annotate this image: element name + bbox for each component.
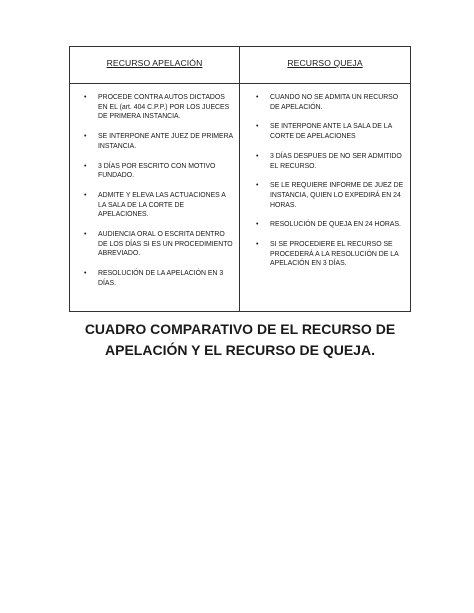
apelacion-list <box>70 93 239 299</box>
list-item <box>240 181 410 210</box>
list-item <box>240 152 410 171</box>
queja-list <box>240 93 410 279</box>
column-title-apelacion: RECURSO APELACIÓN <box>106 58 203 68</box>
list-item-text: AUDIENCIA ORAL O ESCRITA DENTRO DE LOS DÍAS SI ES UN PROCEDIMIENTO ABREVIADO. <box>98 231 233 258</box>
caption-line-2: APELACIÓN Y EL RECURSO DE QUEJA. <box>105 342 375 358</box>
list-item-text: ADMITE Y ELEVA LAS ACTUACIONES A LA SALA DE LA CORTE DE APELACIONES. <box>98 191 226 219</box>
list-item <box>70 132 239 151</box>
list-item <box>70 269 239 288</box>
bullet-icon: • <box>84 231 87 239</box>
document-caption <box>60 319 420 361</box>
bullet-icon: • <box>256 182 259 190</box>
list-item-text: RESOLUCIÓN DE LA APELACIÓN EN 3 DÍAS. <box>98 270 224 287</box>
list-item <box>70 230 239 259</box>
bullet-icon: • <box>84 191 87 199</box>
list-item <box>240 93 410 112</box>
list-item <box>240 122 410 141</box>
bullet-icon: • <box>256 221 259 229</box>
list-item <box>240 240 410 269</box>
column-header-apelacion <box>70 47 239 84</box>
list-item-text: PROCEDE CONTRA AUTOS DICTADOS EN EL (art. 404 C.P.P.) POR LOS JUECES DE PRIMERA INSTANCIA. <box>98 94 230 121</box>
list-item <box>70 93 239 122</box>
bullet-icon: • <box>84 94 87 101</box>
bullet-icon: • <box>256 152 259 160</box>
column-queja <box>240 47 410 311</box>
list-item-text: 3 DÍAS DESPUES DE NO SER ADMITIDO EL RECURSO. <box>270 152 402 170</box>
list-item-text: SE INTERPONE ANTE LA SALA DE LA CORTE DE APELACIONES <box>270 123 392 141</box>
list-item <box>70 162 239 181</box>
column-apelacion <box>70 47 240 311</box>
list-item-text: SE INTERPONE ANTE JUEZ DE PRIMERA INSTANCIA. <box>98 133 233 150</box>
bullet-icon: • <box>84 162 87 170</box>
list-item <box>240 220 410 230</box>
caption-line-1: CUADRO COMPARATIVO DE EL RECURSO DE <box>84 321 396 337</box>
list-item <box>70 191 239 220</box>
list-item-text: 3 DÍAS POR ESCRITO CON MOTIVO FUNDADO. <box>98 162 216 180</box>
bullet-icon: • <box>256 241 259 249</box>
list-item-text: SE LE REQUIERE INFORME DE JUEZ DE INSTANCIA, QUIEN LO EXPEDIRÁ EN 24 HORAS. <box>270 182 404 209</box>
list-item-text: RESOLUCIÓN DE QUEJA EN 24 HORAS. <box>270 221 401 229</box>
column-header-queja <box>240 47 410 84</box>
list-item-text: CUANDO NO SE ADMITA UN RECURSO DE APELACIÓN. <box>270 94 399 111</box>
column-title-queja: RECURSO QUEJA <box>287 58 363 68</box>
bullet-icon: • <box>256 123 259 131</box>
bullet-icon: • <box>84 133 87 141</box>
bullet-icon: • <box>84 270 87 278</box>
list-item-text: SI SE PROCEDIERE EL RECURSO SE PROCEDERÁ A LA RESOLUCIÓN DE LA APELACIÓN EN 3 DÍAS. <box>270 241 399 268</box>
bullet-icon: • <box>256 94 259 101</box>
comparison-table <box>69 46 411 312</box>
